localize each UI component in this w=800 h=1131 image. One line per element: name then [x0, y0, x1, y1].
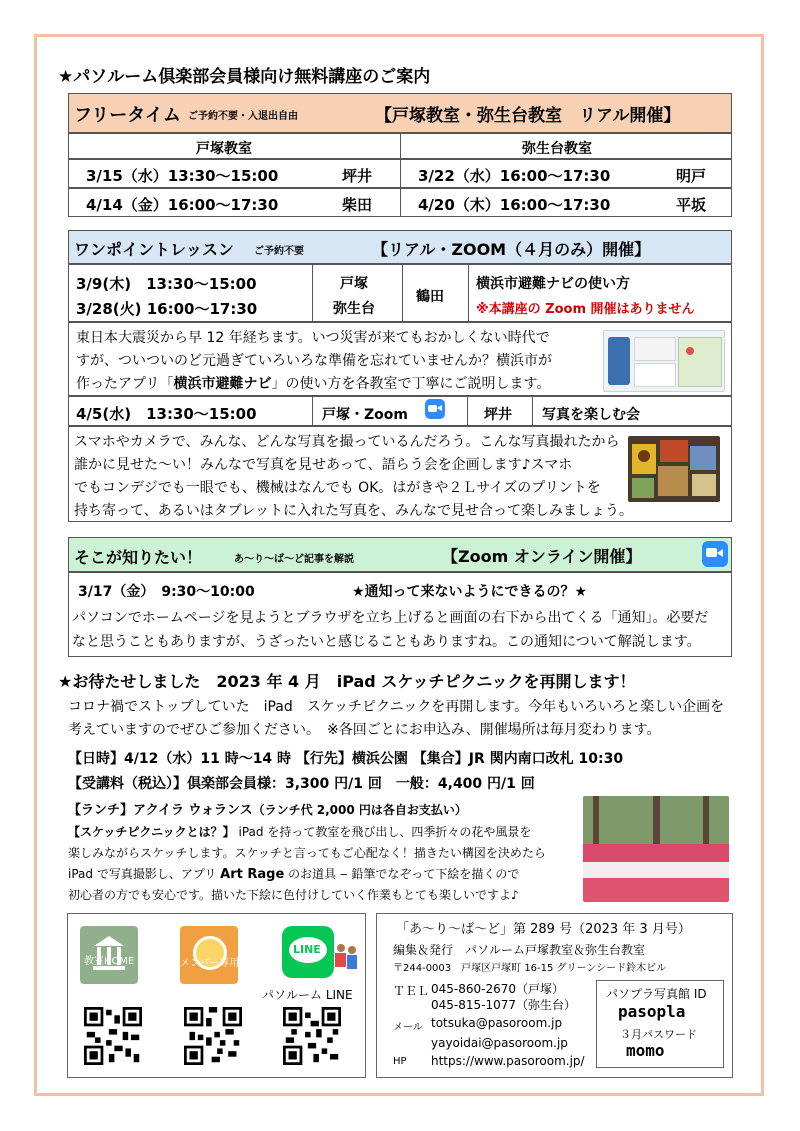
free-time-left-name: 坪井 — [342, 167, 373, 185]
tel-totsuka: 045-860-2670（戸塚） — [431, 982, 565, 996]
mail-totsuka[interactable]: totsuka@pasoroom.jp — [431, 1016, 563, 1030]
lesson1-place1: 戸塚 — [340, 276, 368, 292]
lesson2-teacher: 坪井 — [484, 407, 512, 423]
zoom-icon — [425, 399, 445, 419]
soko-note: あ～り～ば～ど記事を解説 — [234, 554, 354, 565]
free-time-note: ご予約不要・入退出自由 — [188, 111, 298, 122]
lesson1-date1: 3/9(木) 13:30～15:00 — [76, 275, 257, 293]
line-caption: パソルーム LINE — [262, 988, 353, 1002]
free-time-col1: 戸塚教室 — [196, 141, 252, 157]
photo-collage-image — [628, 436, 720, 502]
ipad-schedule: 【日時】4/12（水）11 時～14 時 【行先】横浜公園 【集合】JR 関内南口改札 10:30 — [68, 751, 624, 767]
divider — [402, 264, 403, 322]
lesson2-topic: 写真を楽しむ会 — [542, 407, 640, 423]
desc-part: 作ったアプリ「 — [76, 376, 174, 392]
desc-bold: 横浜市避難ナビ — [173, 376, 272, 392]
qr-code-home[interactable] — [84, 1007, 142, 1065]
tel-yayoidai: 045-815-1077（弥生台） — [431, 998, 577, 1012]
one-point-venue: 【リアル・ZOOM（４月のみ）開催】 — [372, 240, 651, 259]
line-icon-label: LINE — [293, 943, 321, 956]
lesson1-place2: 弥生台 — [333, 301, 375, 317]
free-time-right-date: 4/20（木）16:00～17:30 — [418, 196, 611, 214]
sketch-text: iPad を持って教室を飛び出し、四季折々の花や風景を — [234, 825, 532, 839]
divider — [312, 264, 313, 322]
people-illustration-icon — [335, 944, 359, 974]
soko-title: そこが知りたい！ — [74, 548, 203, 567]
mail-label: メール — [393, 1022, 423, 1033]
publisher: 編集＆発行 パソルーム戸塚教室＆弥生台教室 — [393, 943, 646, 957]
lunch-note: （ランチ代 2,000 円は各自お支払い） — [252, 803, 467, 817]
ipad-fee: 【受講料（税込）】倶楽部会員様：3,300 円/1 回 一般：4,400 円/1 回 — [68, 776, 535, 792]
divider — [532, 396, 533, 426]
qr-code-member[interactable] — [184, 1007, 242, 1065]
soko-date: 3/17（金） 9:30～10:00 — [78, 584, 255, 600]
free-time-left-date: 4/14（金）16:00～17:30 — [86, 196, 279, 214]
photo-id-label: パソプラ写真館 ID — [606, 987, 707, 1001]
zoom-icon — [702, 541, 728, 567]
free-time-right-name: 平坂 — [676, 196, 707, 214]
ipad-sketch-desc: 楽しみながらスケッチします。スケッチと言ってもご心配なく！描きたい構図を決めたら — [68, 846, 546, 860]
home-link-label: 教室HOME — [84, 956, 135, 967]
soko-topic: ★通知って来ないようにできるの？★ — [352, 584, 588, 600]
lesson1-desc: 東日本大震災から早 12 年経ちます。いつ災害が来てもおかしくない時代で — [76, 330, 550, 346]
ipad-intro: コロナ禍でストップしていた iPad スケッチピクニックを再開します。今年もいろいろと楽しい企画を — [68, 699, 725, 715]
sketch-label: 【スケッチピクニックとは？】 — [68, 825, 235, 839]
lesson1-desc — [76, 373, 550, 393]
ipad-lunch — [68, 799, 467, 818]
lesson2-desc: スマホやカメラで、みんな、どんな写真を撮っているんだろう。こんな写真撮れたから — [74, 434, 620, 450]
soko-desc: なと思うこともありますが、うざったいと感じることもありますね。この通知について解説します。 — [72, 634, 701, 650]
one-point-note: ご予約不要 — [254, 246, 304, 257]
free-time-col2: 弥生台教室 — [522, 141, 592, 157]
divider — [468, 264, 469, 322]
lunch-name: 【ランチ】アクイラ ウォランス — [68, 803, 253, 818]
newsletter-issue: 「あ～り～ば～ど」第 289 号（2023 年 3 月号） — [396, 922, 691, 937]
password-label: ３月パスワード — [620, 1028, 697, 1041]
lesson1-teacher: 鶴田 — [416, 289, 444, 305]
sketch-app: Art Rage — [220, 867, 285, 882]
photo-id: pasopla — [618, 1002, 686, 1021]
sketch-text: のお道具 ‒ 鉛筆でなぞって下絵を描くので — [284, 867, 520, 881]
one-point-title: ワンポイントレッスン — [74, 240, 234, 259]
divider — [467, 396, 468, 426]
member-link-label: メンバー専用 — [180, 958, 240, 969]
lesson2-date: 4/5(水) 13:30～15:00 — [76, 405, 257, 423]
hinan-navi-app-image — [603, 330, 725, 392]
ipad-sketch-desc — [68, 865, 519, 882]
lesson1-desc: すが、ついついのど元過ぎていろいろな準備を忘れていませんか？横浜市が — [76, 353, 552, 369]
lesson2-desc: 誰かに見せた～い！みんなで写真を見せあって、語らう会を企画します♪スマホ — [74, 457, 573, 473]
page-title: ★パソルーム倶楽部会員様向け無料講座のご案内 — [58, 67, 431, 87]
divider — [312, 396, 313, 426]
ipad-title: ★お待たせしました 2023 年 4 月 iPad スケッチピクニックを再開します！ — [58, 672, 636, 691]
lesson1-topic-note: ※本講座の Zoom 開催はありません — [476, 302, 695, 317]
free-time-right-name: 明戸 — [676, 167, 707, 185]
free-time-left-date: 3/15（水）13:30～15:00 — [86, 167, 279, 185]
lesson2-place: 戸塚・Zoom — [322, 407, 408, 423]
lesson1-date2: 3/28(火) 16:00～17:30 — [76, 300, 258, 318]
lesson2-desc: 持ち寄って、あるいはタブレットに入れた写真を、みんなで見せ合って楽しみましょう。 — [74, 503, 634, 519]
free-time-right-date: 3/22（水）16:00～17:30 — [418, 167, 611, 185]
free-time-title: フリータイム — [74, 105, 181, 126]
ipad-sketch-desc — [68, 823, 531, 840]
soko-desc: パソコンでホームページを見ようとブラウザを立ち上げると画面の右下から出てくる「通知」。必要だ — [72, 610, 709, 626]
lesson1-topic: 横浜市避難ナビの使い方 — [476, 276, 630, 292]
ipad-intro: 考えていますのでぜひご参加ください。 ※各回ごとにお申込み、開催場所は毎月変わります。 — [68, 722, 661, 738]
tulip-park-photo — [583, 796, 729, 902]
address: 〒244-0003 戸塚区戸塚町 16-15 グリーンシード鈴木ビル — [393, 963, 667, 974]
free-time-venue: 【戸塚教室・弥生台教室 リアル開催】 — [375, 106, 681, 126]
lesson2-desc: でもコンデジでも一眼でも、機械はなんでも OK。はがきや２Ｌサイズのプリントを — [74, 480, 601, 496]
qr-code-line[interactable] — [283, 1007, 341, 1065]
sketch-text: iPad で写真撮影し、アプリ — [68, 867, 221, 881]
tel-label: ＴＥＬ — [393, 984, 430, 998]
password: momo — [626, 1041, 665, 1060]
hp-label: HP — [393, 1056, 407, 1067]
mail-yayoidai[interactable]: yayoidai@pasoroom.jp — [431, 1036, 568, 1050]
ipad-sketch-desc: 初心者の方でも安心です。描いた下絵に色付けしていく作業もとても楽しいですよ♪ — [68, 888, 519, 902]
hp-link[interactable]: https://www.pasoroom.jp/ — [431, 1054, 585, 1068]
soko-venue: 【Zoom オンライン開催】 — [442, 547, 642, 566]
free-time-left-name: 柴田 — [342, 196, 373, 214]
desc-part: 」の使い方を各教室で丁寧にご説明します。 — [271, 376, 551, 392]
